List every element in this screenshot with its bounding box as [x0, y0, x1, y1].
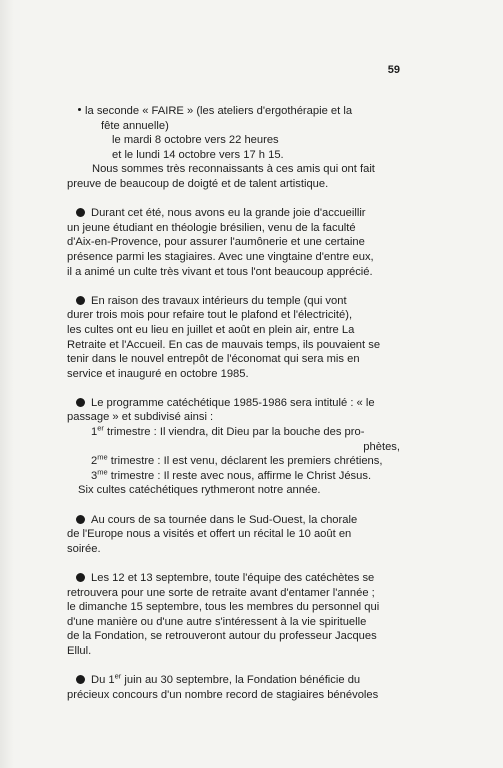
paragraph-ete: Durant cet été, nous avons eu la grande joie d'accueillir un jeune étudiant en théologie brésilien, venu de la faculté d'Aix-en-Provence, pour assurer l'aumônerie et une certaine présence parmi les stagiaires. Avec une vingtaine d'entre eux, il a animé un culte très vivant et tous l'ont beaucoup apprécié.: [67, 207, 374, 278]
bullet-icon: [76, 296, 85, 305]
paragraph-programme: Le programme catéchétique 1985-1986 sera intitulé : « le passage » et subdivisé ainsi : 1er trimestre : Il viendra, dit Dieu par la bouche des pro- phètes, $2^{me}$ trimestre : Il est venu, déclarent les premiers chrétiens, $3^{me}$ trimestre : Il reste avec nous, affirme le Christ Jésus.: [67, 396, 400, 482]
bullet-icon: [76, 398, 85, 407]
programme-closing: Six cultes catéchétiques rythmeront notre année.: [78, 484, 321, 497]
date-line-2: et le lundi 14 octobre vers 17 h 15.: [112, 148, 284, 161]
bullet-small-icon: [78, 108, 81, 111]
faire-item-text: la seconde « FAIRE » (les ateliers d'ergothérapie et la: [85, 105, 353, 117]
paragraph-temple: En raison des travaux intérieurs du temple (qui vont durer trois mois pour refaire tout le plafond et l'électricité), les cultes ont eu lieu en juillet et août en plein air, entre La Retraite et l'Accueil. En cas de mauvais temps, ils pouvaient se tenir dans le nouvel entrepôt de l'économat qui sera mis en service et inauguré en octobre 1985.: [67, 294, 381, 380]
faire-item-cont: fête annuelle): [101, 119, 169, 132]
page-number: 59: [387, 64, 400, 76]
bullet-icon: [76, 208, 85, 217]
trimestre-2: $2^{me}$ trimestre : Il est venu, déclarent les premiers chrétiens,: [91, 452, 383, 468]
page-body: [67, 104, 400, 717]
bullet-icon: [76, 675, 85, 684]
thanks-paragraph: Nous sommes très reconnaissants à ces amis qui ont fait preuve de beaucoup de doigté et de talent artistique.: [67, 163, 375, 190]
trimestre-3: $3^{me}$ trimestre : Il reste avec nous, affirme le Christ Jésus.: [91, 467, 372, 482]
paragraph-juin: Du 1er juin au 30 septembre, la Fondation bénéficie du précieux concours d'un nombre record de stagiaires bénévoles: [67, 671, 379, 701]
paragraph-chorale: Au cours de sa tournée dans le Sud-Ouest, la chorale de l'Europe nous a visités et offert un récital le 10 août en soirée.: [67, 513, 358, 555]
bullet-icon: [76, 573, 85, 582]
faire-item: [67, 104, 400, 162]
date-line-1: le mardi 8 octobre vers 22 heures: [112, 134, 279, 147]
bullet-icon: [76, 515, 85, 524]
paragraph-septembre: Les 12 et 13 septembre, toute l'équipe des catéchètes se retrouvera pour une sorte de retraite avant d'entamer l'année ; le dimanche 15 septembre, tous les membres du personnel qui d'une manière ou d'une autre s'intéressent à la vie spirituelle de la Fondation, se retrouveront autour du professeur Jacques Ellul.: [67, 572, 380, 657]
trimestre-1: 1er trimestre : Il viendra, dit Dieu par la bouche des pro-: [91, 423, 365, 439]
